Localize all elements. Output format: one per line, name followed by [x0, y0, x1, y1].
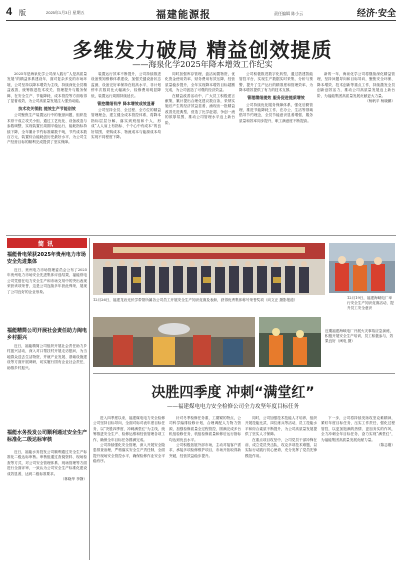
drill-photo	[93, 317, 255, 367]
inspection-photo	[259, 317, 321, 367]
second-headline: 决胜四季度 冲刺“满堂红”	[151, 385, 315, 401]
section-divider	[6, 235, 396, 236]
second-column-2: 针对冬季检修任务重、工期紧的特点，公司科学编排检修计划，合理调配人力物力资源，加强检修质量全过程管控，圆满完成多台机组检修任务，机组检修质量和修后运行指标均达到优良水平。 公司积极拓展外部市场，主动对接客户需求，承接多项检修维护项目，市场开拓取得新突破，经营效益稳步提升。	[169, 416, 241, 458]
drill-photo-image	[93, 317, 255, 367]
brief-body-3: 近日，福能水务投发公司顺利通过安全生产标准化二级达标审核。审核组通过查阅资料、现场检查等方式，对公司安全管理体系、现场管理等方面进行全面评审，一致认为公司安全生产标准化建设成效显著，达到二级标准要求。 （林晓华 李静）	[7, 450, 87, 482]
second-subheadline: ——福建煤电电力安全检修公司全力攻坚年度目标任务	[166, 404, 299, 410]
group-photo	[93, 243, 325, 295]
lead-subhead-3: 管理精细提效 服务促进提质增效	[247, 95, 305, 101]
briefs-divider	[89, 238, 90, 560]
briefs-banner	[7, 238, 87, 248]
second-story-divider	[93, 373, 395, 374]
inspection-photo-image	[259, 317, 321, 367]
edition-label: 版	[19, 10, 26, 17]
second-column-1: 进入四季度以来，福建煤电电力安全检修公司坚持目标导向，全面对标对表年度目标任务，以“决胜四季度、冲刺满堂红”为主线，统筹推进安全生产、检修运维和经营管理各项工作，确保全年目标任务圆满完成。 公司持续强化安全管理，深入开展安全隐患排查治理，严格落实安全生产责任制，全面提升现场安全管控水平，确保检修作业安全平稳有序。	[93, 416, 165, 464]
masthead	[6, 6, 396, 21]
paper-name: 福建能源报	[156, 10, 211, 21]
brief-title-1: 福能骨电荣获2025年贵州电力市场安全先进集体	[7, 252, 86, 265]
side-photo-image	[329, 243, 395, 293]
lead-headline: 多维发力破局 精益创效提质	[72, 38, 333, 62]
side-photo	[329, 243, 395, 293]
brief-body-1: 近日，贵州电力市场管理委员会公布了2025年贵州电力市场安全先进集体评选结果，福能骨电公司凭借在电力安全生产和市场交易中的突出表现荣获该项荣誉，这是公司连续多年获此殊荣，展现了公司良好的企业形象。	[7, 268, 87, 294]
brief-title-2: 福能精简公司开展社会责任助力闽电乡村振兴	[7, 328, 88, 341]
lead-subhead-2: 管控精细有序 降本增效成效显著	[97, 100, 155, 106]
lead-subhead-1: 技术攻关领航 提效生产节能创效	[18, 105, 76, 111]
brief-title-3: 福能水务投发公司顺利通过安全生产标准化二级达标审核	[7, 430, 88, 443]
lead-column-2: 装置运行效率不断提升，公司持续推进设备预知维修体系建设，加强关键设备状态监测，设备完好率保持在较高水平，非计划停车次数同比大幅减少，检修费用明显降低，装置运行周期持续延长。 管控精细有序 降本增效成效显著 公司坚持全员、全过程、全方位的精益管理理念，建立健全成本管控体系，将降本指标层层分解，落实到班组和个人，形成“人人肩上有指标、个个心中有成本”的良好氛围，采购成本、物流成本与能源成本均实现不同程度下降。	[91, 72, 161, 140]
lead-subheadline: ——海泉化学2025年降本增效工作纪实	[132, 60, 273, 69]
side-photo-caption: 12月19日，福建海峡电厂举行安全生产知识竞赛活动，提升员工安全意识	[347, 296, 394, 311]
second-column-4: 下一步，公司将持续发扬攻坚克难精神，紧盯年度目标任务，压实工作责任，强化过程管控，以更加饱满的热情、更加务实的作风，全力冲刺全年目标任务，奋力实现“满堂红”，为福能集团高质量发展贡献力量。 （陈志刚）	[321, 416, 395, 448]
page-number: 4	[6, 6, 13, 18]
lead-column-5: 新的一年，海泉化学公司将继续深化精益管理，坚持问题导向和目标导向，聚焦安全环保、降本增效、技术创新等重点工作，持续激发全员创新创效活力，推动公司高质量发展迈上新台阶，为福能集团高质量发展贡献更大力量。 （杨帆平 杨晓鹏）	[317, 72, 395, 104]
brief-body-2: 近日，福能精简公司组织开展社会责任助力乡村振兴活动，深入对口帮扶村开展走访慰问，为当地群众送去生活物资，并就产业发展、基础设施建设等方面开展调研，切实履行国有企业社会责任，助推乡村振兴。	[7, 344, 87, 370]
group-photo-caption: 12月26日，福建龙岩光伏学带领所属各公司员工开展安全生产知识竞赛及表彰，获得优秀集体称号荣誉奖项（向文正 摄影报道）	[93, 298, 298, 302]
second-column-3: 同时，公司加强技术技能人才培养，组织开展技能比武、岗位练兵等活动，员工技能水平和综合素质不断提升，为公司高质量发展提供了坚实人才保障。 在重点项目攻坚中，公司党员干部冲锋在前，成立党员突击队，攻克多项技术难题，以实际行动践行初心使命，充分发挥了党员先锋模范作用。	[245, 416, 317, 458]
lead-column-3: 同时加强库存管理，盘活闲置物资，优化资金使用效率，财务费用有效压降，经营质量稳步提升，全年实现降本增效目标超额完成，为公司创造了可观的经济效益。 在精益改善活动中，广大员工积极建言献策，累计提出合理化建议数百条，采纳实施后产生的经济效益显著，涌现出一批精益改善先进典型，营造了比学赶超、争创一流的浓厚氛围，推动公司管理水平迈上新台阶。	[165, 72, 235, 125]
bottom-photo-caption: 近期福建海峡电厂开展火灾事故应急演练，积极开展安全生产培训，员工积极参与，效果良好（闽电 摄）	[325, 329, 394, 344]
issue-date: 2025年1月3日 星期五	[46, 10, 85, 15]
group-photo-image	[93, 243, 325, 295]
briefs-label: 简讯	[37, 242, 56, 248]
lead-column-4: 公司积极推进数字化转型，通过搭建智能管控平台，实现生产数据实时采集、分析与预警，提升了生产运行的精准度和管理效率，为降本增效提供了有力的技术支撑。 管理精细提效 服务促进提质增效 公司持续优化服务保障体系，强化后勤管理，推进节能降耗工作，在办公、生活等领域倡导节约理念，全员节能意识显著增强，服务质量和效率同步提升，职工满意度不断提高。	[239, 72, 313, 123]
editor-credit: 责任编辑 陈小云	[274, 11, 304, 16]
section-title: 经济·安全	[357, 8, 396, 18]
lead-column-1: 2025年是海泉化学公司深入践行“人是高质量发展”的精益体系建设年，面对复杂多变的市场环境，公司坚持以降本增效为主线，持续深化全员精益改善，统筹推进技术攻关、管理提升与服务保障，在安全生产、节能降耗、成本管控等方面取得了显著成效，为公司高质量发展注入强劲动能。 技术攻关领航 提效生产节能创效 公司聚焦生产装置运行中的瓶颈问题，组织技术骨干成立攻关小组，通过工艺优化、设备改造与参数调整，实现装置长周期平稳运行，能耗指标持续下降，全年累计节约标准煤数千吨，节约成本数百万元，装置综合能耗创历史最好水平，为公司生产经营目标的顺利完成提供了坚实保障。	[7, 72, 87, 145]
